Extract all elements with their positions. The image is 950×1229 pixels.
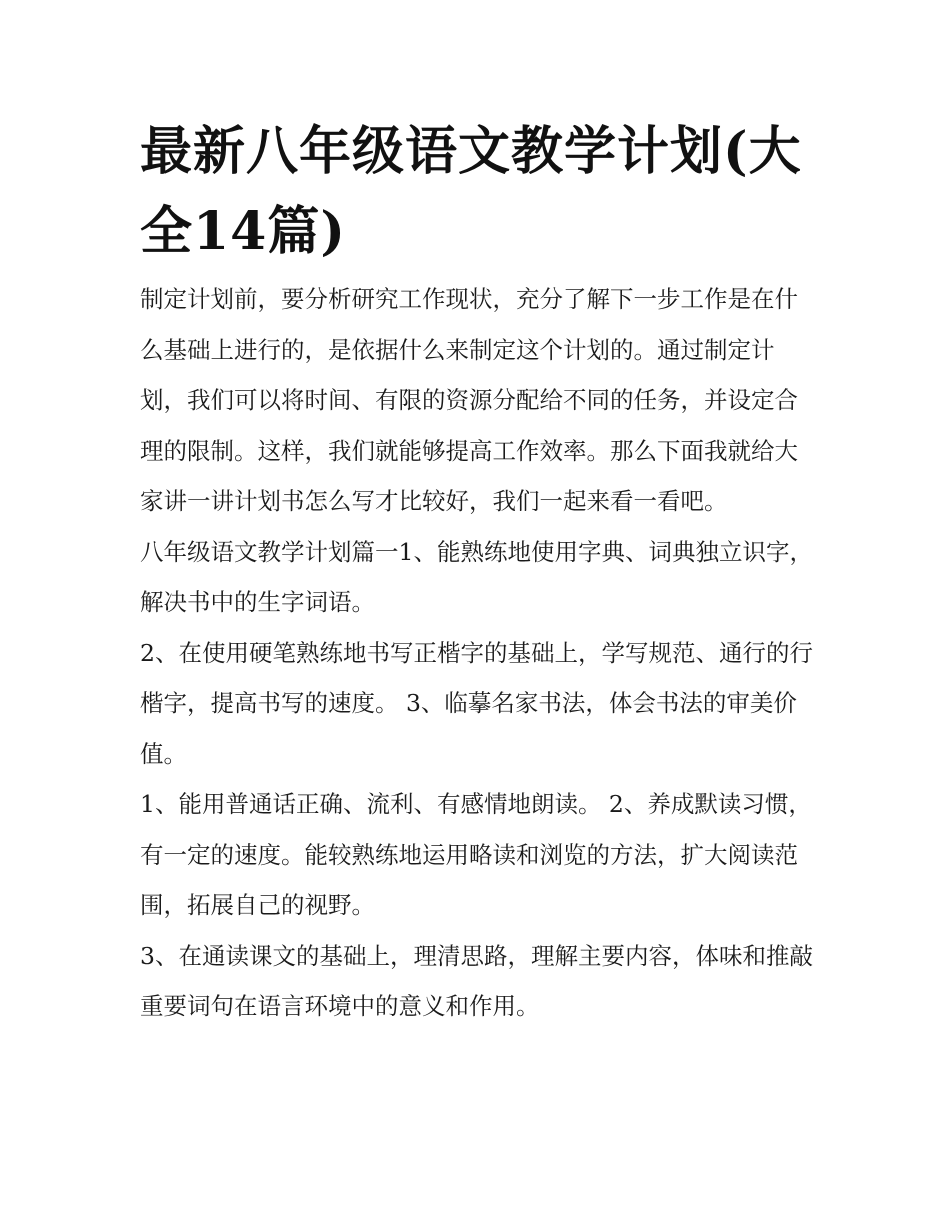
paragraph-comprehension: 3、在通读课文的基础上，理清思路，理解主要内容，体味和推敲重要词句在语言环境中的意义和作用。 [140,941,813,1020]
paragraph-writing: 2、在使用硬笔熟练地书写正楷字的基础上，学写规范、通行的行楷字，提高书写的速度。 3、临摹名家书法，体会书法的审美价值。 [140,638,813,768]
paragraph-section-one: 八年级语文教学计划篇一1、能熟练地使用字典、词典独立识字，解决书中的生字词语。 [140,537,813,616]
document-title: 最新八年级语文教学计划(大全14篇) [140,121,802,262]
paragraph-intro: 制定计划前，要分析研究工作现状，充分了解下一步工作是在什么基础上进行的，是依据什么来制定这个计划的。通过制定计划，我们可以将时间、有限的资源分配给不同的任务，并设定合理的限制。这样，我们就能够提高工作效率。那么下面我就给大家讲一讲计划书怎么写才比较好，我们一起来看一看吧。 [140,285,798,515]
paragraph-reading: 1、能用普通话正确、流利、有感情地朗读。 2、养成默读习惯，有一定的速度。能较熟练地运用略读和浏览的方法，扩大阅读范围，拓展自己的视野。 [140,790,812,919]
document-body [140,274,820,1032]
